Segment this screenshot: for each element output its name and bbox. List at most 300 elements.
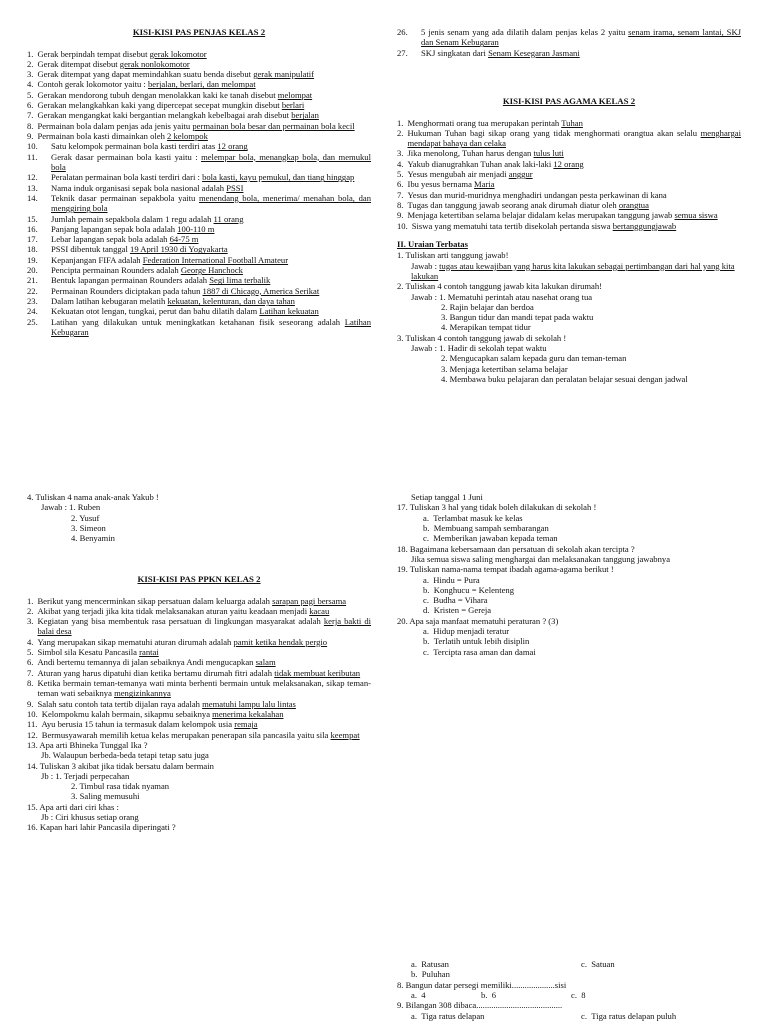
item-number: 21. (27, 275, 38, 286)
item-number: 15. (27, 213, 38, 224)
item-answer-underlined: permainan bola besar dan permainan bola kecil (192, 120, 355, 131)
item-text (51, 255, 371, 265)
item-text (37, 606, 371, 616)
item-text (407, 118, 741, 128)
item-text (51, 224, 371, 234)
penjas-list (27, 49, 371, 338)
item-text-plain: Yesus mengubah air menjadi (407, 169, 509, 180)
list-item (27, 275, 371, 285)
item-text (37, 59, 371, 69)
penjas-section (27, 27, 371, 337)
item-answer-underlined: Federation International Football Amateur (142, 254, 289, 265)
item-text (51, 317, 371, 338)
item-number: 4. (27, 79, 34, 90)
item-text-plain: Satu kelompok permainan bola kasti terdiri atas (51, 141, 218, 152)
item-number: 22. (27, 285, 38, 296)
item-answer-underlined: 100-110 m (177, 223, 215, 234)
item-text-plain: Permainan Rounders diciptakan pada tahun (51, 285, 203, 296)
list-item (27, 606, 371, 616)
item-text (37, 90, 371, 100)
item-answer-underlined: 11 orang (213, 213, 244, 224)
ppkn-q18: 18. Bagaimana kebersamaan dan persatuan di sekolah akan tercipta ? (397, 543, 635, 554)
math-opt-puluhan: b. Puluhan (411, 969, 450, 980)
ppkn-q15-answer: Jb : Ciri khusus setiap orang (41, 812, 139, 823)
ppkn-q17-opt-a: a. Terlambat masuk ke kelas (423, 512, 523, 523)
ppkn-q20-opt-c: c. Tercipta rasa aman dan damai (423, 646, 536, 657)
item-answer-underlined: Maria (474, 179, 495, 190)
item-answer-underlined: sarapan pagi bersama (272, 595, 347, 606)
item-text-plain: Contoh gerak lokomotor yaitu : (37, 79, 148, 90)
item-answer-underlined: semua siswa (674, 210, 718, 221)
uraian-q1-answer (397, 261, 741, 282)
item-text-plain: Gerak ditempat yang dapat memindahkan suatu benda disebut (37, 69, 254, 80)
item-text (51, 286, 371, 296)
item-answer-underlined: 64-75 m (169, 234, 199, 245)
list-item (397, 128, 741, 149)
ppkn-q20-opt-b: b. Terlatih untuk lebih disiplin (423, 636, 530, 647)
ppkn-q14-answer-3: 3. Saling memusuhi (71, 791, 140, 802)
item-number: 16. (27, 223, 38, 234)
item-number: 9. (397, 210, 404, 221)
list-item (397, 200, 741, 210)
item-answer-underlined: gerak manipulatif (253, 69, 315, 80)
item-number: 3. (397, 148, 404, 159)
item-text (412, 221, 741, 231)
item-text-plain: Gerakan mengangkat kaki bergantian melangkah kebelbagai arah disebut (37, 110, 292, 121)
list-item (397, 179, 741, 189)
item-answer-underlined: anggur (508, 169, 533, 180)
item-answer-underlined: Segi lima terbalik (209, 275, 271, 286)
item-answer-underlined: mematuhi lampu lalu lintas (202, 698, 296, 709)
ppkn-q20-opt-a: a. Hidup menjadi teratur (423, 626, 510, 637)
math-section (397, 959, 741, 1021)
item-text (51, 183, 371, 193)
list-item (27, 699, 371, 709)
list-item (27, 131, 371, 141)
item-number: 3. (27, 69, 34, 80)
list-item (27, 647, 371, 657)
item-text (42, 730, 371, 740)
item-number: 26. (397, 27, 408, 37)
list-item (397, 48, 741, 58)
item-answer-underlined: gerak nonlokomotor (119, 58, 190, 69)
item-number: 1. (27, 48, 34, 59)
agama-list (397, 118, 741, 231)
list-item (27, 637, 371, 647)
item-answer-underlined: menerima kekalahan (212, 708, 284, 719)
list-item (27, 172, 371, 182)
item-number: 3. (27, 616, 34, 627)
item-number: 19. (27, 254, 38, 265)
item-answer-underlined: bola kasti, kayu pemukul, dan tiang hinggap (202, 172, 355, 183)
item-text-plain: Ketika bermain teman-temanya wati minta berhenti bermain untuk melaksanakan, sikap teman-teman wati sebaiknya (37, 678, 371, 699)
item-answer-underlined: 1887 di Chicago, America Serikat (202, 285, 320, 296)
list-item (27, 214, 371, 224)
item-text-plain: 5 jenis senam yang ada dilatih dalam penjas kelas 2 yaitu (421, 27, 629, 37)
item-number: 7. (397, 189, 404, 200)
item-text (51, 296, 371, 306)
item-text-plain: Jumlah pemain sepakbola dalam 1 regu adalah (51, 213, 214, 224)
list-item (27, 90, 371, 100)
list-item (27, 296, 371, 306)
item-number: 23. (27, 296, 38, 307)
list-item (27, 69, 371, 79)
item-number: 11. (27, 151, 38, 162)
agama-q4-section (27, 492, 371, 544)
item-answer-underlined: 12 orang (553, 158, 584, 169)
item-text (51, 141, 371, 151)
ppkn-section (27, 574, 371, 833)
list-item (397, 159, 741, 169)
item-text-plain: Permainan bola dalam penjas ada jenis yaitu (37, 120, 193, 131)
item-text-plain: Permainan bola kasti dimainkan oleh (37, 131, 168, 142)
list-item (27, 100, 371, 110)
uraian-q4: 4. Tuliskan 4 nama anak-anak Yakub ! (27, 492, 159, 502)
item-text-plain: Gerakan melangkahkan kaki yang dipercepat secepat mungkin disebut (37, 100, 282, 111)
list-item (27, 286, 371, 296)
item-number: 4. (27, 636, 34, 647)
item-answer-underlined: gerak lokomotor (149, 48, 207, 59)
list-item (397, 221, 741, 231)
item-answer-underlined: rantai (139, 647, 159, 658)
list-item (397, 210, 741, 220)
item-number: 7. (27, 110, 34, 121)
agama-title: KISI-KISI PAS AGAMA KELAS 2 (502, 96, 636, 106)
ppkn-q19-opt-d: d. Kristen = Gereja (423, 605, 492, 616)
item-number: 9. (27, 131, 34, 142)
item-text (51, 244, 371, 254)
list-item (27, 730, 371, 740)
item-text-plain: Menjaga ketertiban selama belajar didalam kelas merupakan tanggung jawab (407, 210, 675, 221)
uraian-title: II. Uraian Terbatas (397, 238, 468, 249)
math-opt-satuan: c. Satuan (581, 959, 615, 969)
item-answer-underlined: bertanggungjawab (612, 220, 677, 231)
item-text (407, 159, 741, 169)
math-q9: 9. Bilangan 308 dibaca........................................ (397, 1000, 563, 1011)
item-text-plain: Kelompokmu kalah bermain, sikapmu sebaiknya (41, 708, 213, 719)
uraian-q4-answer-1: Jawab : 1. Ruben (41, 502, 101, 513)
list-item (397, 118, 741, 128)
ppkn-q14: 14. Tuliskan 3 akibat jika tidak bersatu dalam bermain (27, 760, 214, 771)
item-answer-underlined: remaja (234, 719, 258, 730)
ppkn-q20: 20. Apa saja manfaat mematuhi peraturan ? (3) (397, 615, 559, 626)
item-text-plain: Kegiatan yang bisa membentuk rasa persatuan di lingkungan masyarakat adalah (37, 616, 324, 627)
item-text-plain: Menghormati orang tua merupakan perintah (407, 117, 562, 128)
item-text (37, 596, 371, 606)
penjas-title: KISI-KISI PAS PENJAS KELAS 2 (132, 27, 266, 37)
item-text (37, 131, 371, 141)
item-text (37, 69, 371, 79)
math-q8-opt-a: a. 4 (411, 989, 426, 1000)
item-text (37, 100, 371, 110)
uraian-q4-answer-3: 3. Simeon (71, 522, 106, 533)
item-number: 4. (397, 158, 404, 169)
item-number: 2. (397, 127, 404, 138)
ppkn-q14-answer-1: Jb : 1. Terjadi perpecahan (41, 770, 130, 781)
item-number: 12. (27, 729, 38, 740)
list-item (397, 190, 741, 200)
item-answer-underlined: menendang bola, menerima/ menahan bola, dan menggiring bola (51, 192, 371, 214)
item-text-plain: Siswa yang mematuhi tata tertib disekolah pertanda siswa (411, 220, 613, 231)
item-text-plain: Yakub dianugrahkan Tuhan anak laki-laki (407, 158, 554, 169)
item-text (37, 110, 371, 120)
item-text-plain: Peralatan permainan bola kasti terdiri dari : (51, 172, 203, 183)
item-text (51, 193, 371, 214)
uraian-q4-answer-2: 2. Yusuf (71, 512, 100, 523)
uraian-q3-answer-4: 4. Membawa buku pelajaran dan peralatan belajar sesuai dengan jadwal (441, 374, 688, 385)
item-number: 18. (27, 244, 38, 255)
item-text-plain: Nama induk organisasi sepak bola nasional adalah (51, 182, 227, 193)
item-answer-underlined: Latihan kekuatan (259, 306, 319, 317)
item-text-plain: Andi bertemu temannya di jalan sebaiknya Andi mengucapkan (37, 657, 256, 668)
item-text (51, 265, 371, 275)
item-answer-underlined: berlari (281, 100, 305, 111)
item-answer-underlined: Senam Kesegaran Jasmani (488, 47, 580, 58)
item-text (51, 152, 371, 173)
list-item (27, 152, 371, 173)
item-text (37, 678, 371, 699)
item-answer-underlined: George Hanchock (180, 265, 243, 276)
item-answer-underlined: 2 kelompok (167, 131, 208, 142)
ppkn-q19-opt-a: a. Hindu = Pura (423, 574, 480, 585)
ppkn-q17: 17. Tuliskan 3 hal yang tidak boleh dilakukan di sekolah ! (397, 502, 597, 513)
list-item (27, 255, 371, 265)
item-number: 8. (27, 678, 34, 689)
math-q9-opt-c: c. Tiga ratus delapan puluh (581, 1010, 677, 1021)
list-item (27, 79, 371, 89)
uraian-q2-answer-4: 4. Merapikan tempat tidur (441, 322, 531, 333)
list-item (27, 49, 371, 59)
ppkn-cont-section (397, 492, 741, 657)
item-text (37, 49, 371, 59)
item-text (51, 306, 371, 316)
ppkn-q18-answer: Jika semua siswa saling menghargai dan melaksanakan tanggung jawabnya (411, 553, 671, 564)
item-number: 6. (27, 100, 34, 111)
ppkn-q14-answer-2: 2. Timbul rasa tidak nyaman (71, 781, 170, 792)
ppkn-q17-opt-c: c. Memberikan jawaban kepada teman (423, 533, 558, 544)
uraian-q2: 2. Tuliskan 4 contoh tanggung jawab kita lakukan dirumah! (397, 281, 603, 292)
item-text-plain: Gerak berpindah tempat disebut (37, 48, 150, 59)
ppkn-q19: 19. Tuliskan nama-nama tempat ibadah agama-agama berikut ! (397, 564, 614, 575)
item-answer-underlined: kacau (309, 605, 330, 616)
ppkn-q19-opt-b: b. Konghucu = Kelenteng (423, 584, 515, 595)
item-answer-underlined: melempar bola, menangkap bola, dan memukul bola (51, 151, 371, 172)
item-text (37, 657, 371, 667)
list-item (397, 169, 741, 179)
item-number: 6. (27, 657, 34, 668)
item-text (37, 616, 371, 637)
math-q8-opt-c: c. 8 (571, 989, 586, 1000)
uraian-q3-answer-2: 2. Mengucapkan salam kepada guru dan teman-teman (441, 353, 627, 364)
item-text-plain: Kepanjangan FIFA adalah (51, 254, 143, 265)
item-text-plain: Yesus dan murid-muridnya menghadiri undangan pesta perkawinan di kana (407, 189, 667, 200)
item-answer-underlined: menghargai mendapat bahaya dan celaka (407, 127, 741, 149)
item-number: 14. (27, 192, 38, 203)
item-text-plain: PSSI dibentuk tanggal (51, 244, 131, 255)
item-text (407, 169, 741, 179)
math-q9-options (397, 1011, 741, 1021)
item-text-plain: Pencipta permainan Rounders adalah (51, 265, 181, 276)
list-item (27, 306, 371, 316)
item-answer-underlined: mengizinkannya (114, 688, 171, 699)
item-text (51, 214, 371, 224)
item-text-plain: Salah satu contoh tata tertib dijalan raya adalah (37, 698, 203, 709)
item-answer-underlined: kekuatan, kelenturan, dan daya tahan (167, 296, 295, 307)
list-item (27, 709, 371, 719)
item-text (421, 27, 741, 48)
list-item (27, 59, 371, 69)
item-answer-underlined: berjalan (291, 110, 319, 121)
item-text-plain: Aturan yang harus dipatuhi dian ketika bertamu dirumah fitri adalah (37, 667, 275, 678)
item-text (407, 210, 741, 220)
item-answer-underlined: 12 orang (217, 141, 248, 152)
math-opt-ratusan: a. Ratusan (411, 959, 449, 969)
list-item (27, 668, 371, 678)
item-text-plain: Jika menolong, Tuhan harus dengan (407, 148, 534, 159)
item-text (42, 709, 371, 719)
uraian-q3-answer-3: 3. Menjaga ketertiban selama belajar (441, 363, 568, 374)
item-text-plain: Lebar lapangan sepak bola adalah (51, 234, 170, 245)
item-text-plain: Kekuatan otot lengan, tungkai, perut dan bahu dilatih dalam (51, 306, 260, 317)
item-text (41, 719, 371, 729)
list-item (27, 678, 371, 699)
item-text-plain: Latihan yang dilakukan untuk meningkatkan ketahanan fisik seseorang adalah (51, 316, 345, 327)
math-q8-options (397, 990, 741, 1000)
item-text (37, 699, 371, 709)
list-item (397, 27, 741, 48)
item-text (407, 179, 741, 189)
item-number: 9. (27, 698, 34, 709)
math-q8: 8. Bangun datar persegi memiliki....................sisi (397, 979, 567, 990)
list-item (27, 657, 371, 667)
item-text-plain: Tugas dan tanggung jawab seorang anak dirumah diatur oleh (407, 200, 619, 211)
item-answer-underlined: orangtua (618, 200, 649, 211)
item-text (51, 172, 371, 182)
ppkn-q19-opt-c: c. Budha = Vihara (423, 595, 488, 606)
item-number: 20. (27, 265, 38, 276)
item-text-plain: Gerakan mendorong tubuh dengan menolakkan kaki ke tanah disebut (37, 89, 278, 100)
uraian-q3: 3. Tuliskan 4 contoh tanggung jawab di sekolah ! (397, 332, 567, 343)
item-number: 24. (27, 306, 38, 317)
list-item (397, 148, 741, 158)
list-item (27, 193, 371, 214)
item-number: 8. (27, 120, 34, 131)
item-answer-underlined: pamit ketika hendak pergio (233, 636, 328, 647)
item-number: 2. (27, 58, 34, 69)
list-item (27, 244, 371, 254)
ppkn-q13-answer: Jb. Walaupun berbeda-beda tetapi tetap satu juga (41, 750, 209, 761)
ppkn-q17-opt-b: b. Membuang sampah sembarangan (423, 522, 549, 533)
item-text-plain: Bentuk lapangan permainan Rounders adalah (51, 275, 210, 286)
penjas-cont-section (397, 27, 741, 58)
list-item (27, 141, 371, 151)
item-answer-underlined: Tuhan (561, 117, 583, 128)
uraian-q2-answer-2: 2. Rajin belajar dan berdoa (441, 301, 534, 312)
item-answer-underlined: berjalan, berlari, dan melompat (147, 79, 256, 90)
item-answer-underlined: tidak membuat keributan (274, 667, 361, 678)
list-item (27, 317, 371, 338)
item-text-plain: Berikut yang mencerminkan sikap persatuan dalam keluarga adalah (37, 595, 273, 606)
math-row-1 (397, 959, 741, 969)
item-number: 5. (27, 89, 34, 100)
item-answer-underlined: Latihan Kebugaran (51, 316, 371, 337)
item-text (421, 48, 741, 58)
item-number: 1. (397, 117, 404, 128)
item-number: 13. (27, 182, 38, 193)
list-item (27, 596, 371, 606)
item-text (407, 128, 741, 149)
uraian-q4-answer-4: 4. Benyamin (71, 533, 115, 544)
item-number: 10. (397, 220, 408, 231)
uraian-q1-answer-prefix: Jawab : (411, 260, 440, 271)
item-text-plain: Bermusyawarah memilih ketua kelas merupakan penerapan sila pancasila yaitu sila (41, 729, 331, 740)
math-q9-opt-a: a. Tiga ratus delapan (411, 1010, 485, 1021)
item-answer-underlined: 19 April 1930 di Yogyakarta (130, 244, 228, 255)
ppkn-q16: 16. Kapan hari lahir Pancasila diperingati ? (27, 822, 176, 833)
item-text-plain: SKJ singkatan dari (421, 47, 489, 58)
item-number: 25. (27, 316, 38, 327)
item-text-plain: Gerak ditempat disebut (37, 58, 120, 69)
penjas-cont-list (397, 27, 741, 58)
item-number: 7. (27, 667, 34, 678)
ppkn-q16-answer: Setiap tanggal 1 Juni (411, 492, 483, 502)
item-text (407, 148, 741, 158)
item-text (51, 234, 371, 244)
item-text-plain: Yang merupakan sikap mematuhi aturan dirumah adalah (37, 636, 234, 647)
item-text-plain: Ayu berusia 15 tahun ia termasuk dalam kelompok usia (41, 719, 235, 730)
item-number: 6. (397, 179, 404, 190)
item-number: 8. (397, 200, 404, 211)
uraian-q2-answer-3: 3. Bangun tidur dan mandi tepat pada waktu (441, 312, 594, 323)
item-text-plain: Dalam latihan kebugaran melatih (51, 296, 168, 307)
item-text-plain: Teknik dasar permainan sepakbola yaitu (51, 192, 199, 203)
uraian-q2-answer-1: Jawab : 1. Mematuhi perintah atau nasehat orang tua (411, 291, 593, 302)
item-text (37, 647, 371, 657)
ppkn-list (27, 596, 371, 740)
item-answer-underlined: PSSI (226, 182, 244, 193)
item-answer-underlined: salam (255, 657, 276, 668)
item-answer-underlined: tulus luti (533, 148, 564, 159)
uraian-q1: 1. Tuliskan arti tanggung jawab! (397, 250, 509, 261)
item-text-plain: Gerak dasar permainan bola kasti yaitu : (51, 151, 202, 162)
list-item (27, 121, 371, 131)
item-number: 10. (27, 141, 38, 152)
item-text (51, 275, 371, 285)
item-text (37, 668, 371, 678)
ppkn-title: KISI-KISI PAS PPKN KELAS 2 (137, 574, 261, 584)
item-number: 1. (27, 595, 34, 606)
item-answer-underlined: kerja bakti di balai desa (37, 616, 372, 637)
item-number: 5. (397, 169, 404, 180)
item-number: 2. (27, 605, 34, 616)
item-text (407, 200, 741, 210)
item-text-plain: Panjang lapangan sepak bola adalah (51, 223, 178, 234)
item-number: 12. (27, 172, 38, 183)
list-item (27, 110, 371, 120)
item-number: 11. (27, 719, 38, 730)
item-answer-underlined: keempat (330, 729, 360, 740)
item-number: 5. (27, 647, 34, 658)
list-item (27, 234, 371, 244)
uraian-q1-answer-text: tugas atau kewajiban yang harus kita lakukan sebagai pertimbangan dari hal yang kita lakukan (411, 260, 735, 281)
item-text-plain: Ibu yesus bernama (407, 179, 475, 190)
uraian-q3-answer-1: Jawab : 1. Hadir di sekolah tepat waktu (411, 343, 547, 354)
math-q8-opt-b: b. 6 (481, 989, 497, 1000)
item-text (407, 190, 741, 200)
agama-section (397, 96, 741, 384)
list-item (27, 183, 371, 193)
list-item (27, 616, 371, 637)
